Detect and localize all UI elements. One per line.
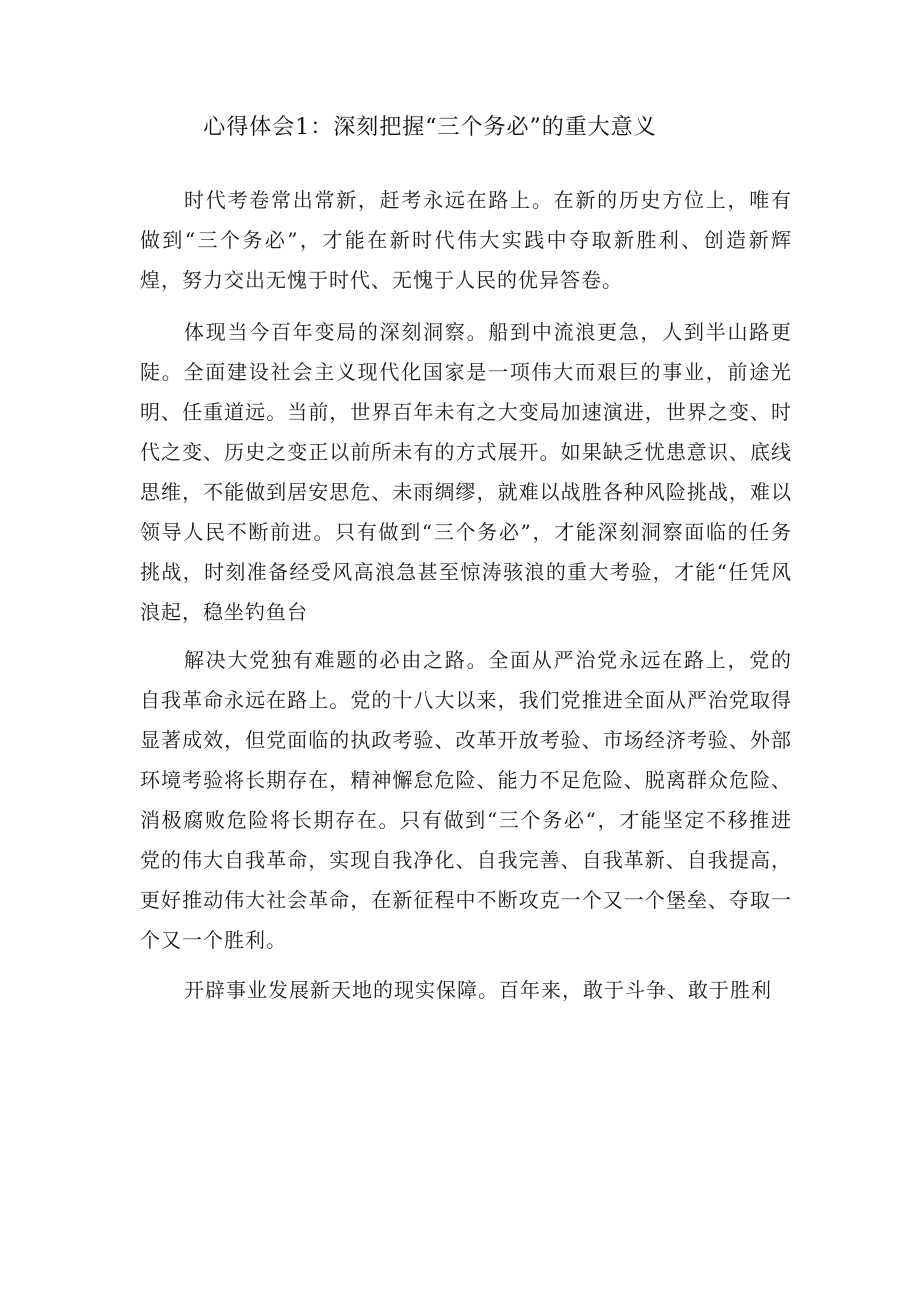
paragraph-development-guarantee: 开辟事业发展新天地的现实保障。百年来，敢于斗争、敢于胜利 bbox=[184, 978, 772, 1002]
paragraph-party-challenges: 解决大党独有难题的必由之路。全面从严治党永远在路上，党的自我革命永远在路上。党的十八大以来，我们党推进全面从严治党取得显著成效，但党面临的执政考验、改革开放考验、市场经济考验、外部环境考验将长期存在，精神懈怠危险、能力不足危险、脱离群众危险、消极腐败危险将长期存在。只有做到“三个务必“，才能坚定不移推进党的伟大自我革命，实现自我净化、自我完善、自我革新、自我提高，更好推动伟大社会革命，在新征程中不断攻克一个又一个堡垒、夺取一个又一个胜利。 bbox=[140, 648, 792, 952]
document-body bbox=[140, 180, 792, 1019]
paragraph-century-changes: 体现当今百年变局的深刻洞察。船到中流浪更急，人到半山路更陡。全面建设社会主义现代化国家是一项伟大而艰巨的事业，前途光明、任重道远。当前，世界百年未有之大变局加速演进，世界之变、时代之变、历史之变正以前所未有的方式展开。如果缺乏忧患意识、底线思维，不能做到居安思危、未雨绸缪，就难以战胜各种风险挑战，难以领导人民不断前进。只有做到“三个务必”，才能深刻洞察面临的任务挑战，时刻准备经受风高浪急甚至惊涛骇浪的重大考验，才能“任凭风浪起，稳坐钓鱼台 bbox=[140, 320, 792, 624]
paragraph-intro: 时代考卷常出常新，赶考永远在路上。在新的历史方位上，唯有做到“三个务必”，才能在新时代伟大实践中夺取新胜利、创造新辉煌，努力交出无愧于时代、无愧于人民的优异答卷。 bbox=[140, 188, 792, 292]
document-title: 心得体会1：深刻把握“三个务必”的重大意义 bbox=[203, 115, 657, 140]
